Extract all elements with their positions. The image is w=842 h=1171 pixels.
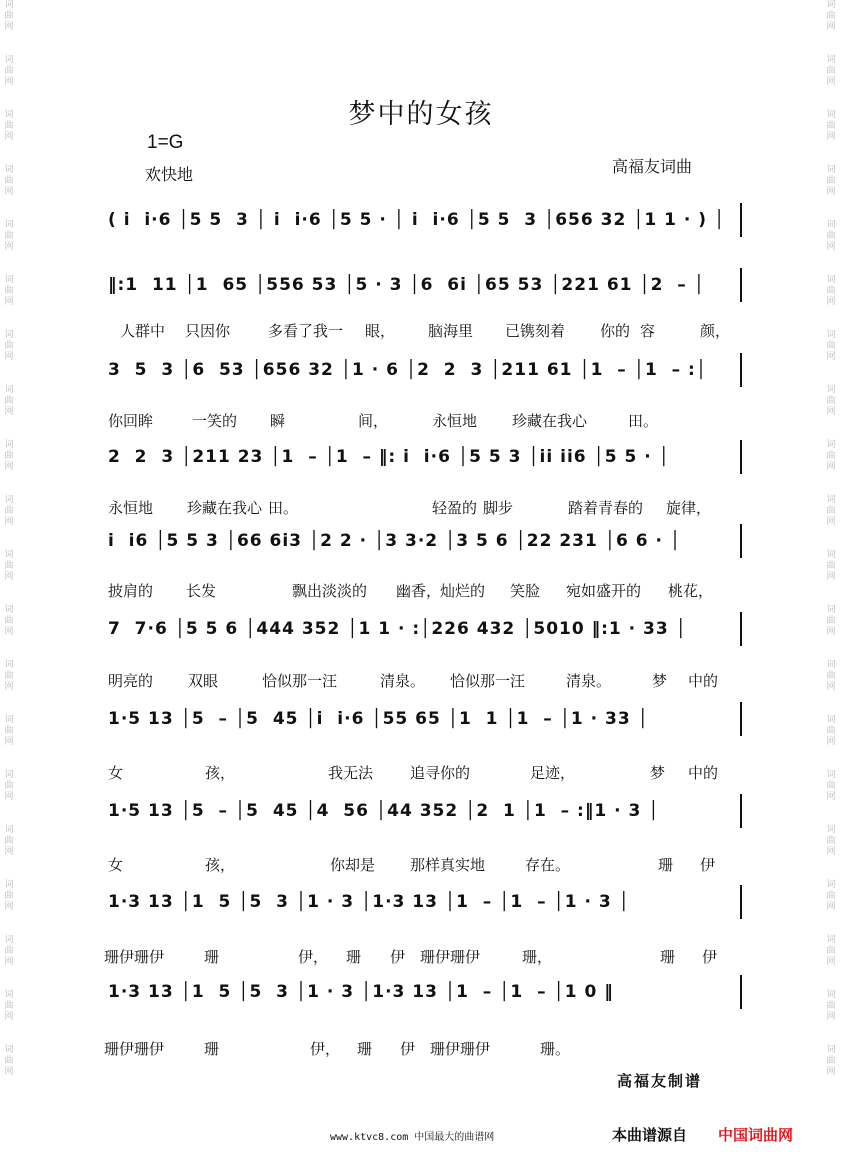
lyric-syllable: 珊。 <box>540 1040 571 1058</box>
side-watermark-left: 词 曲 网 词 曲 网 词 曲 网 词 曲 网 词 曲 网 词 曲 网 词 曲 网 词 曲 网 词 曲 网 词 曲 网 词 曲 网 词 曲 网 词 曲 网 词 曲 网 词 曲 网 词 曲 网 词 曲 网 词 曲 网 词 曲 网 词 曲 网 <box>4 0 14 1077</box>
final-barline <box>740 885 742 919</box>
lyric-syllable: 笑脸 <box>510 582 541 600</box>
final-barline <box>740 203 742 237</box>
key-signature: 1=G <box>147 132 184 153</box>
lyric-syllable: 女 <box>108 764 124 782</box>
lyric-syllable: 桃花， <box>668 582 714 600</box>
lyric-syllable: 珊 <box>204 948 220 966</box>
lyric-syllable: 珊 <box>346 948 362 966</box>
note-row: 1·3 13 │1 5 │5 3 │1 · 3 │1·3 13 │1 – │1 – │1 · 3 │ <box>108 892 630 912</box>
lyric-syllable: 飘出淡淡的 <box>292 582 368 600</box>
lyric-syllable: 孩， <box>205 764 236 782</box>
lyric-syllable: 珊伊珊伊 <box>104 1040 165 1058</box>
lyric-syllable: 珍藏在我心 <box>512 412 588 430</box>
lyric-syllable: 珊 <box>660 948 676 966</box>
lyric-syllable: 容 <box>640 322 656 340</box>
score-line <box>0 975 842 1009</box>
footer-url[interactable]: www.ktvc8.com 中国最大的曲谱网 <box>330 1132 495 1143</box>
tempo-marking: 欢快地 <box>145 165 194 184</box>
final-barline <box>740 794 742 828</box>
lyric-syllable: 珊 <box>357 1040 373 1058</box>
lyric-syllable: 恰似那一汪 <box>450 672 526 690</box>
lyric-syllable: 人群中 <box>120 322 166 340</box>
lyric-row <box>0 497 842 519</box>
score-line <box>0 440 842 474</box>
lyric-syllable: 一笑的 <box>192 412 238 430</box>
lyric-syllable: 伊 <box>700 856 716 874</box>
lyric-row <box>0 320 842 342</box>
composer-credit: 高福友词曲 <box>612 157 693 176</box>
lyric-row <box>0 410 842 432</box>
lyric-syllable: 幽香， <box>396 582 442 600</box>
lyric-syllable: 你的 <box>600 322 631 340</box>
lyric-syllable: 只因你 <box>185 322 231 340</box>
lyric-syllable: 宛如盛开的 <box>566 582 642 600</box>
lyric-syllable: 双眼 <box>188 672 219 690</box>
footer-source-label: 本曲谱源自 <box>612 1126 688 1144</box>
score-line <box>0 794 842 828</box>
lyric-syllable: 轻盈的 <box>432 499 478 517</box>
lyric-syllable: 追寻你的 <box>410 764 471 782</box>
lyric-syllable: 珊伊珊伊 <box>430 1040 491 1058</box>
lyric-syllable: 足迹， <box>530 764 576 782</box>
note-row: 2 2 3 │211 23 │1 – │1 – ‖: i i·6 │5 5 3 │ii ii6 │5 5 · │ <box>108 447 670 467</box>
lyric-syllable: 披肩的 <box>108 582 154 600</box>
note-row: 1·3 13 │1 5 │5 3 │1 · 3 │1·3 13 │1 – │1 – │1 0 ‖ <box>108 982 614 1002</box>
lyric-syllable: 明亮的 <box>108 672 154 690</box>
note-row: 7 7·6 │5 5 6 │444 352 │1 1 · :│226 432 │5010 ‖:1 · 33 │ <box>108 619 687 639</box>
score-line <box>0 524 842 558</box>
lyric-syllable: 伊， <box>298 948 329 966</box>
lyric-syllable: 田。 <box>268 499 299 517</box>
score-line <box>0 612 842 646</box>
score-line <box>0 702 842 736</box>
lyric-syllable: 那样真实地 <box>410 856 486 874</box>
score-line <box>0 885 842 919</box>
lyric-syllable: 伊 <box>390 948 406 966</box>
lyric-row <box>0 762 842 784</box>
lyric-row <box>0 670 842 692</box>
lyric-syllable: 你回眸 <box>108 412 154 430</box>
lyric-syllable: 伊 <box>400 1040 416 1058</box>
note-row: 3 5 3 │6 53 │656 32 │1 · 6 │2 2 3 │211 61 │1 – │1 – :│ <box>108 360 708 380</box>
lyric-syllable: 脑海里 <box>428 322 474 340</box>
lyric-row <box>0 580 842 602</box>
score-line <box>0 203 842 237</box>
lyric-syllable: 脚步 <box>483 499 514 517</box>
final-barline <box>740 612 742 646</box>
lyric-syllable: 珊 <box>658 856 674 874</box>
lyric-syllable: 伊 <box>702 948 718 966</box>
final-barline <box>740 353 742 387</box>
lyric-syllable: 孩， <box>205 856 236 874</box>
lyric-row <box>0 854 842 876</box>
lyric-syllable: 旋律， <box>666 499 712 517</box>
final-barline <box>740 268 742 302</box>
note-row: ( i i·6 │5 5 3 │ i i·6 │5 5 · │ i i·6 │5 5 3 │656 32 │1 1 · ) │ <box>108 210 726 230</box>
lyric-syllable: 清泉。 <box>380 672 426 690</box>
score-line <box>0 353 842 387</box>
lyric-syllable: 永恒地 <box>108 499 154 517</box>
lyric-syllable: 珍藏在我心 <box>187 499 263 517</box>
final-barline <box>740 440 742 474</box>
lyric-syllable: 颜， <box>700 322 731 340</box>
lyric-syllable: 灿烂的 <box>440 582 486 600</box>
lyric-syllable: 梦 <box>652 672 668 690</box>
lyric-syllable: 已镌刻着 <box>505 322 566 340</box>
lyric-syllable: 眼， <box>365 322 396 340</box>
lyric-syllable: 珊 <box>204 1040 220 1058</box>
lyric-syllable: 珊伊珊伊 <box>104 948 165 966</box>
note-row: i i6 │5 5 3 │66 6i3 │2 2 · │3 3·2 │3 5 6 │22 231 │6 6 · │ <box>108 531 682 551</box>
score-line <box>0 268 842 302</box>
lyric-syllable: 中的 <box>688 764 719 782</box>
lyric-syllable: 长发 <box>186 582 217 600</box>
note-row: 1·5 13 │5 – │5 45 │i i·6 │55 65 │1 1 │1 – │1 · 33 │ <box>108 709 649 729</box>
lyric-syllable: 我无法 <box>328 764 374 782</box>
lyric-syllable: 清泉。 <box>566 672 612 690</box>
lyric-syllable: 女 <box>108 856 124 874</box>
lyric-syllable: 珊， <box>522 948 553 966</box>
lyric-syllable: 梦 <box>650 764 666 782</box>
footer-source-brand[interactable]: 中国词曲网 <box>718 1126 794 1144</box>
song-title: 梦中的女孩 <box>348 99 494 130</box>
note-row: ‖:1 11 │1 65 │556 53 │5 · 3 │6 6i │65 53 │221 61 │2 – │ <box>108 275 705 295</box>
lyric-syllable: 珊伊珊伊 <box>420 948 481 966</box>
lyric-syllable: 瞬 <box>270 412 286 430</box>
note-row: 1·5 13 │5 – │5 45 │4 56 │44 352 │2 1 │1 – :‖1 · 3 │ <box>108 801 660 821</box>
lyric-syllable: 间， <box>358 412 389 430</box>
lyric-syllable: 田。 <box>628 412 659 430</box>
lyric-syllable: 多看了我一 <box>268 322 344 340</box>
lyric-syllable: 存在。 <box>525 856 571 874</box>
final-barline <box>740 975 742 1009</box>
final-barline <box>740 524 742 558</box>
lyric-row <box>0 1038 842 1060</box>
final-barline <box>740 702 742 736</box>
lyric-syllable: 踏着青春的 <box>568 499 644 517</box>
side-watermark-right: 词 曲 网 词 曲 网 词 曲 网 词 曲 网 词 曲 网 词 曲 网 词 曲 网 词 曲 网 词 曲 网 词 曲 网 词 曲 网 词 曲 网 词 曲 网 词 曲 网 词 曲 网 词 曲 网 词 曲 网 词 曲 网 词 曲 网 词 曲 网 <box>826 0 836 1077</box>
lyric-syllable: 永恒地 <box>432 412 478 430</box>
lyric-syllable: 你却是 <box>330 856 376 874</box>
lyric-row <box>0 946 842 968</box>
lyric-syllable: 伊， <box>310 1040 341 1058</box>
lyric-syllable: 恰似那一汪 <box>262 672 338 690</box>
arranger-credit: 高福友制谱 <box>617 1072 703 1090</box>
lyric-syllable: 中的 <box>688 672 719 690</box>
